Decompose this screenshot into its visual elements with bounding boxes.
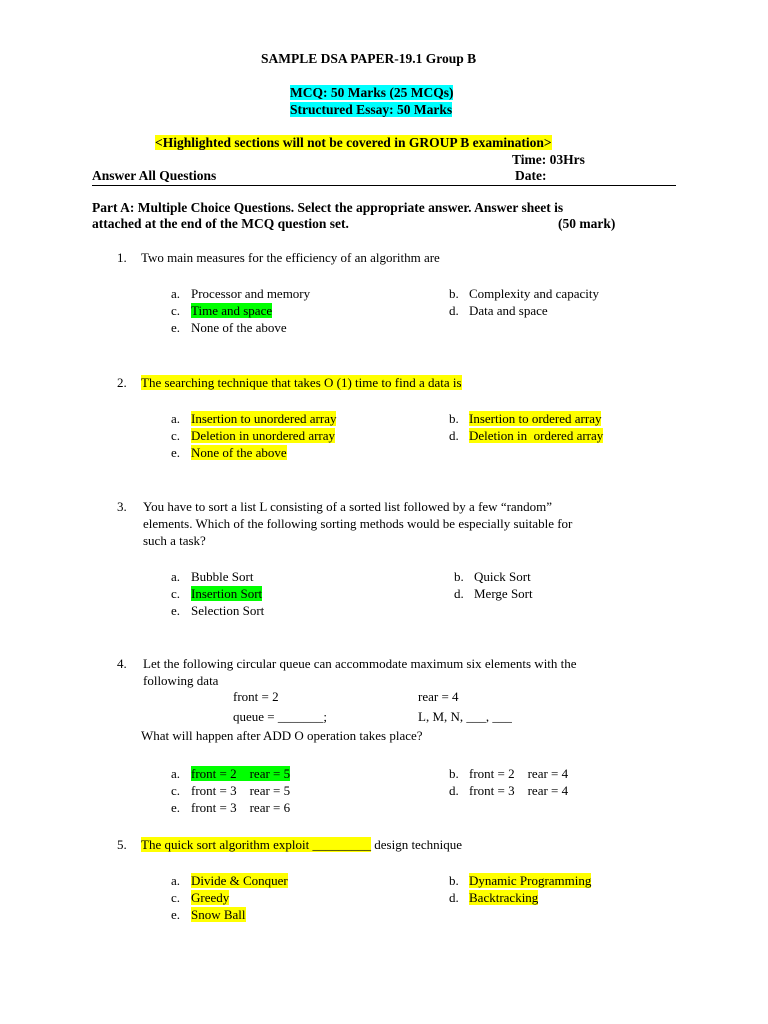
queue-front: front = 2 [233,689,279,704]
option-c: c. Deletion in unordered array [171,428,336,443]
date-field: Date: [515,168,547,183]
queue-rear: rear = 4 [418,689,459,704]
option-d: d. Data and space [449,303,548,318]
option-a: a. Processor and memory [171,286,311,301]
option-a: a. Insertion to unordered array [171,411,337,426]
essay-marks: Structured Essay: 50 Marks [290,102,453,117]
option-d: d. front = 3 rear = 4 [449,783,569,798]
mcq-marks: MCQ: 50 Marks (25 MCQs) [290,85,454,100]
correct-answer: Insertion Sort [191,586,263,601]
question-text-line1: Let the following circular queue can accommodate maximum six elements with the [143,656,577,671]
question-text: The searching technique that takes O (1) time to find a data is [141,375,462,390]
paper-title: SAMPLE DSA PAPER-19.1 Group B [261,51,477,66]
option-c: c. Time and space [171,303,273,318]
question-text: Two main measures for the efficiency of an algorithm are [141,250,440,265]
mcq-marks-line [290,84,453,101]
answer-all-instruction: Answer All Questions [92,168,217,183]
question-text-line2: elements. Which of the following sorting methods would be especially suitable for [143,516,573,531]
question-text-line1: You have to sort a list L consisting of a sorted list followed by a few “random” [143,499,553,514]
question-number: 1. [117,250,127,265]
option-b: b. Dynamic Programming [449,873,592,888]
part-a-marks: (50 mark) [558,216,616,231]
correct-answer: Time and space [191,303,273,318]
time-allowed: Time: 03Hrs [512,152,585,167]
part-a-instruction-line2: attached at the end of the MCQ question set. [92,216,349,231]
correct-answer: front = 2 rear = 5 [191,766,291,781]
option-a: a. Divide & Conquer [171,873,288,888]
option-d: d. Deletion in ordered array [449,428,604,443]
highlight-note-line [155,134,552,151]
option-c: c. front = 3 rear = 5 [171,783,291,798]
question-number: 2. [117,375,127,390]
option-e: e. None of the above [171,445,287,460]
option-e: e. Selection Sort [171,603,265,618]
option-d: d. Backtracking [449,890,539,905]
option-d: d. Merge Sort [454,586,533,601]
option-b: b. Complexity and capacity [449,286,599,301]
option-e: e. front = 3 rear = 6 [171,800,291,815]
question-number: 4. [117,656,127,671]
part-a-instruction-line1: Part A: Multiple Choice Questions. Select the appropriate answer. Answer sheet is [92,200,564,215]
option-c: c. Greedy [171,890,230,905]
option-c: c. Insertion Sort [171,586,263,601]
question-prompt: What will happen after ADD O operation takes place? [141,728,423,743]
question-number: 5. [117,837,127,852]
queue-values: L, M, N, ___, ___ [418,709,512,724]
header-divider [92,185,676,186]
option-e: e. Snow Ball [171,907,246,922]
essay-marks-line [290,101,452,118]
option-a: a. Bubble Sort [171,569,254,584]
question-text-line3: such a task? [143,533,206,548]
highlight-note: <Highlighted sections will not be covered in GROUP B examination> [155,135,552,150]
option-b: b. Insertion to ordered array [449,411,602,426]
option-a: a. front = 2 rear = 5 [171,766,291,781]
question-text-line2: following data [143,673,219,688]
question-number: 3. [117,499,127,514]
option-b: b. front = 2 rear = 4 [449,766,569,781]
option-e: e. None of the above [171,320,287,335]
question-text: The quick sort algorithm exploit _________ design technique [141,837,462,852]
queue-label: queue = _______; [233,709,327,724]
option-b: b. Quick Sort [454,569,531,584]
